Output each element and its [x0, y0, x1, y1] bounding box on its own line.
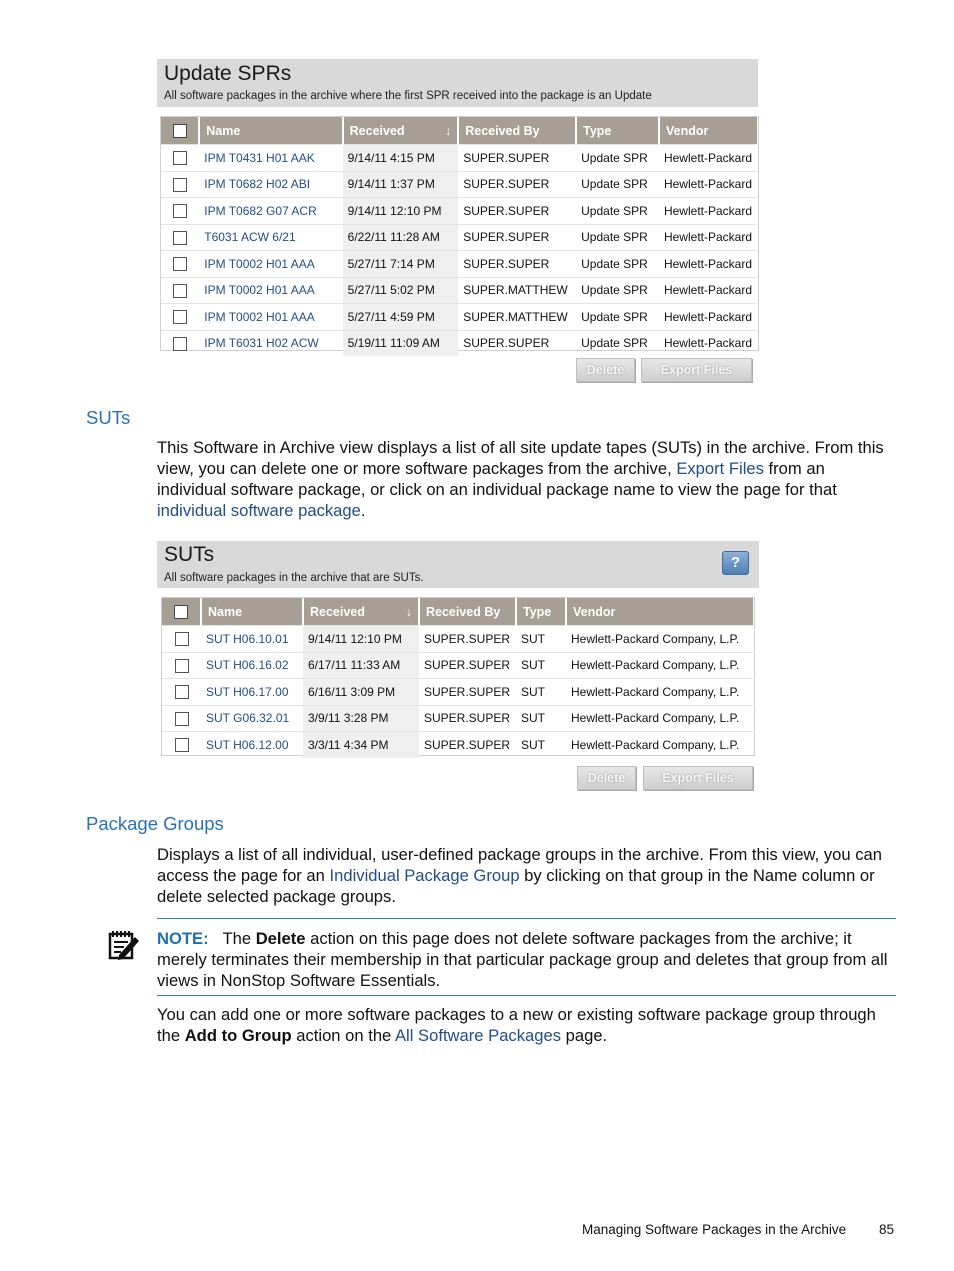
received-by-cell: SUPER.SUPER: [458, 330, 576, 356]
panel-subtitle: All software packages in the archive that are SUTs.: [164, 572, 424, 584]
package-name-link[interactable]: T6031 ACW 6/21: [199, 224, 342, 251]
row-checkbox-cell[interactable]: [162, 732, 201, 758]
select-all-checkbox-cell[interactable]: [162, 598, 201, 626]
footer-chapter-title: Managing Software Packages in the Archive: [582, 1222, 847, 1237]
vendor-cell: Hewlett-Packard Company, L.P.: [566, 652, 753, 679]
table-row: [162, 705, 753, 732]
column-header-vendor[interactable]: [659, 117, 757, 145]
row-checkbox-cell[interactable]: [161, 198, 199, 225]
export-files-button[interactable]: Export Files: [643, 766, 753, 790]
note-text: [157, 928, 897, 991]
column-label: Type: [583, 123, 612, 138]
note-top-rule: [157, 918, 896, 919]
row-checkbox[interactable]: [173, 310, 187, 324]
package-name-link[interactable]: IPM T0002 H01 AAA: [199, 277, 342, 304]
received-by-cell: SUPER.SUPER: [419, 652, 516, 679]
table-row: [161, 171, 757, 198]
vendor-cell: Hewlett-Packard: [659, 224, 757, 251]
emphasis-text: Add to Group: [184, 1026, 292, 1045]
package-name-link[interactable]: SUT G06.32.01: [201, 705, 303, 732]
received-by-cell: SUPER.SUPER: [419, 732, 516, 758]
column-label: Name: [208, 604, 243, 619]
received-cell: 5/27/11 4:59 PM: [343, 304, 459, 331]
table-row: [162, 679, 753, 706]
type-cell: SUT: [516, 679, 566, 706]
received-by-cell: SUPER.SUPER: [458, 145, 576, 172]
package-name-link[interactable]: SUT H06.12.00: [201, 732, 303, 758]
paragraph-text: The: [222, 929, 252, 948]
received-by-cell: SUPER.SUPER: [458, 198, 576, 225]
received-by-cell: SUPER.SUPER: [458, 224, 576, 251]
received-cell: 3/3/11 4:34 PM: [303, 732, 419, 758]
row-checkbox-cell[interactable]: [161, 224, 199, 251]
row-checkbox[interactable]: [175, 632, 189, 646]
type-cell: Update SPR: [576, 198, 659, 225]
column-header-type[interactable]: [576, 117, 659, 145]
column-header-received-by[interactable]: [419, 598, 516, 626]
paragraph-text: from an individual software package, or click on an individual package name to view the page for that: [157, 459, 837, 499]
paragraph-text: Displays a list of all individual, user-defined package groups in the archive. From this view, you can access the page for an: [157, 845, 882, 885]
update-sprs-panel: [157, 59, 758, 389]
suts-table-body: [162, 626, 753, 758]
package-name-link[interactable]: SUT H06.10.01: [201, 626, 303, 653]
received-by-cell: SUPER.MATTHEW: [458, 277, 576, 304]
select-all-checkbox-cell[interactable]: [161, 117, 199, 145]
paragraph-text: This Software in Archive view displays a list of all site update tapes (SUTs) in the archive. From this view, you can delete one or more software packages from the archive,: [157, 438, 884, 478]
table-row: [161, 198, 757, 225]
column-header-received[interactable]: [303, 598, 419, 626]
vendor-cell: Hewlett-Packard: [659, 171, 757, 198]
received-cell: 9/14/11 12:10 PM: [303, 626, 419, 653]
suts-heading: SUTs: [86, 407, 131, 428]
panel-title: SUTs: [164, 543, 215, 566]
sprs-table-body: [161, 145, 757, 357]
all-software-packages-link[interactable]: All Software Packages: [394, 1026, 562, 1045]
column-label: Received: [349, 123, 405, 138]
vendor-cell: Hewlett-Packard Company, L.P.: [566, 732, 753, 758]
column-label: Vendor: [573, 604, 616, 619]
row-checkbox-cell[interactable]: [162, 652, 201, 679]
row-checkbox-cell[interactable]: [161, 145, 199, 172]
panel-header: [157, 541, 759, 588]
row-checkbox[interactable]: [173, 178, 187, 192]
received-cell: 9/14/11 4:15 PM: [343, 145, 459, 172]
vendor-cell: Hewlett-Packard Company, L.P.: [566, 626, 753, 653]
received-by-cell: SUPER.SUPER: [419, 705, 516, 732]
paragraph-text: action on this page does not delete software packages from the archive; it merely terminates their membership in that particular package group and deletes that group from all views in NonStop Software Essentials.: [157, 929, 888, 990]
type-cell: SUT: [516, 732, 566, 758]
type-cell: Update SPR: [576, 224, 659, 251]
column-label: Name: [206, 123, 241, 138]
row-checkbox[interactable]: [173, 204, 187, 218]
panel-title: Update SPRs: [164, 62, 292, 85]
package-name-link[interactable]: IPM T0002 H01 AAA: [199, 304, 342, 331]
received-by-cell: SUPER.SUPER: [458, 171, 576, 198]
row-checkbox[interactable]: [173, 231, 187, 245]
received-cell: 6/22/11 11:28 AM: [343, 224, 459, 251]
sort-descending-icon[interactable]: ↓: [405, 604, 412, 619]
vendor-cell: Hewlett-Packard Company, L.P.: [566, 705, 753, 732]
table-row: [162, 652, 753, 679]
individual-software-package-link[interactable]: individual software package: [157, 501, 361, 520]
row-checkbox[interactable]: [173, 284, 187, 298]
table-row: [161, 304, 757, 331]
column-header-name[interactable]: [201, 598, 303, 626]
received-cell: 9/14/11 1:37 PM: [343, 171, 459, 198]
emphasis-text: Delete: [255, 929, 306, 948]
note-pencil-icon: [107, 928, 141, 962]
column-header-vendor[interactable]: [566, 598, 753, 626]
received-cell: 5/27/11 5:02 PM: [343, 277, 459, 304]
type-cell: Update SPR: [576, 330, 659, 356]
vendor-cell: Hewlett-Packard: [659, 277, 757, 304]
table-row: [161, 224, 757, 251]
column-label: Vendor: [665, 123, 709, 138]
sprs-table: [161, 117, 757, 356]
table-header-row: [162, 598, 753, 626]
suts-panel: [157, 541, 759, 793]
table-row: [162, 626, 753, 653]
column-label: Type: [523, 604, 552, 619]
vendor-cell: Hewlett-Packard Company, L.P.: [566, 679, 753, 706]
panel-subtitle: All software packages in the archive where the first SPR received into the package is an Update: [164, 90, 652, 102]
type-cell: SUT: [516, 626, 566, 653]
package-name-link[interactable]: IPM T6031 H02 ACW: [199, 330, 342, 356]
type-cell: Update SPR: [576, 304, 659, 331]
individual-package-group-link[interactable]: Individual Package Group: [329, 866, 520, 885]
paragraph-text: action on the: [296, 1026, 392, 1045]
package-name-link[interactable]: IPM T0682 H02 ABI: [199, 171, 342, 198]
paragraph-text: page.: [565, 1026, 608, 1045]
package-name-link[interactable]: IPM T0002 H01 AAA: [199, 251, 342, 278]
type-cell: Update SPR: [576, 171, 659, 198]
row-checkbox[interactable]: [175, 659, 189, 673]
export-files-button[interactable]: Export Files: [641, 358, 752, 382]
vendor-cell: Hewlett-Packard: [659, 251, 757, 278]
type-cell: Update SPR: [576, 251, 659, 278]
delete-button[interactable]: Delete: [576, 358, 635, 382]
package-name-link[interactable]: IPM T0431 H01 AAK: [199, 145, 342, 172]
column-header-name[interactable]: [199, 117, 342, 145]
page-number: 85: [879, 1222, 895, 1237]
package-name-link[interactable]: IPM T0682 G07 ACR: [199, 198, 342, 225]
row-checkbox-cell[interactable]: [161, 330, 199, 356]
vendor-cell: Hewlett-Packard: [659, 304, 757, 331]
received-cell: 3/9/11 3:28 PM: [303, 705, 419, 732]
received-by-cell: SUPER.SUPER: [419, 679, 516, 706]
received-cell: 6/16/11 3:09 PM: [303, 679, 419, 706]
row-checkbox[interactable]: [175, 685, 189, 699]
type-cell: SUT: [516, 652, 566, 679]
type-cell: SUT: [516, 705, 566, 732]
row-checkbox[interactable]: [175, 738, 189, 752]
table-row: [162, 732, 753, 758]
received-cell: 5/27/11 7:14 PM: [343, 251, 459, 278]
export-files-link[interactable]: Export Files: [676, 459, 764, 478]
column-header-type[interactable]: [516, 598, 566, 626]
received-cell: 5/19/11 11:09 AM: [343, 330, 459, 356]
sort-descending-icon[interactable]: ↓: [445, 123, 452, 138]
package-groups-heading: Package Groups: [86, 813, 224, 834]
row-checkbox-cell[interactable]: [161, 171, 199, 198]
row-checkbox-cell[interactable]: [161, 304, 199, 331]
row-checkbox[interactable]: [173, 337, 187, 351]
received-cell: 6/17/11 11:33 AM: [303, 652, 419, 679]
paragraph-text: .: [360, 501, 366, 520]
row-checkbox[interactable]: [173, 257, 187, 271]
delete-button[interactable]: Delete: [577, 766, 636, 790]
type-cell: Update SPR: [576, 145, 659, 172]
select-all-checkbox[interactable]: [174, 605, 188, 619]
table-row: [161, 145, 757, 172]
table-header-row: [161, 117, 757, 145]
note-label: NOTE:: [157, 929, 209, 948]
table-row: [161, 277, 757, 304]
column-label: Received By: [465, 123, 540, 138]
column-label: Received: [310, 604, 365, 619]
row-checkbox[interactable]: [175, 712, 189, 726]
row-checkbox-cell[interactable]: [162, 679, 201, 706]
select-all-checkbox[interactable]: [173, 124, 187, 138]
row-checkbox-cell[interactable]: [162, 626, 201, 653]
row-checkbox-cell[interactable]: [161, 251, 199, 278]
table-row: [161, 330, 757, 356]
package-name-link[interactable]: SUT H06.17.00: [201, 679, 303, 706]
package-name-link[interactable]: SUT H06.16.02: [201, 652, 303, 679]
package-groups-description: [157, 844, 897, 907]
paragraph-text: You can add one or more software packages to a new or existing software package group through the: [157, 1005, 876, 1045]
column-header-received-by[interactable]: [458, 117, 576, 145]
row-checkbox-cell[interactable]: [162, 705, 201, 732]
received-by-cell: SUPER.SUPER: [419, 626, 516, 653]
column-label: Received By: [426, 604, 501, 619]
note-bottom-rule: [157, 995, 896, 996]
paragraph-text: by clicking on that group in the Name column or delete selected package groups.: [157, 866, 875, 906]
vendor-cell: Hewlett-Packard: [659, 145, 757, 172]
received-by-cell: SUPER.SUPER: [458, 251, 576, 278]
received-by-cell: SUPER.MATTHEW: [458, 304, 576, 331]
panel-header: [157, 59, 758, 107]
vendor-cell: Hewlett-Packard: [659, 330, 757, 356]
add-to-group-paragraph: [157, 1004, 902, 1046]
vendor-cell: Hewlett-Packard: [659, 198, 757, 225]
suts-description: [157, 437, 897, 521]
received-cell: 9/14/11 12:10 PM: [343, 198, 459, 225]
type-cell: Update SPR: [576, 277, 659, 304]
help-icon[interactable]: ?: [722, 551, 749, 575]
suts-table: [162, 598, 753, 758]
row-checkbox[interactable]: [173, 151, 187, 165]
column-header-received[interactable]: [343, 117, 459, 145]
row-checkbox-cell[interactable]: [161, 277, 199, 304]
table-row: [161, 251, 757, 278]
